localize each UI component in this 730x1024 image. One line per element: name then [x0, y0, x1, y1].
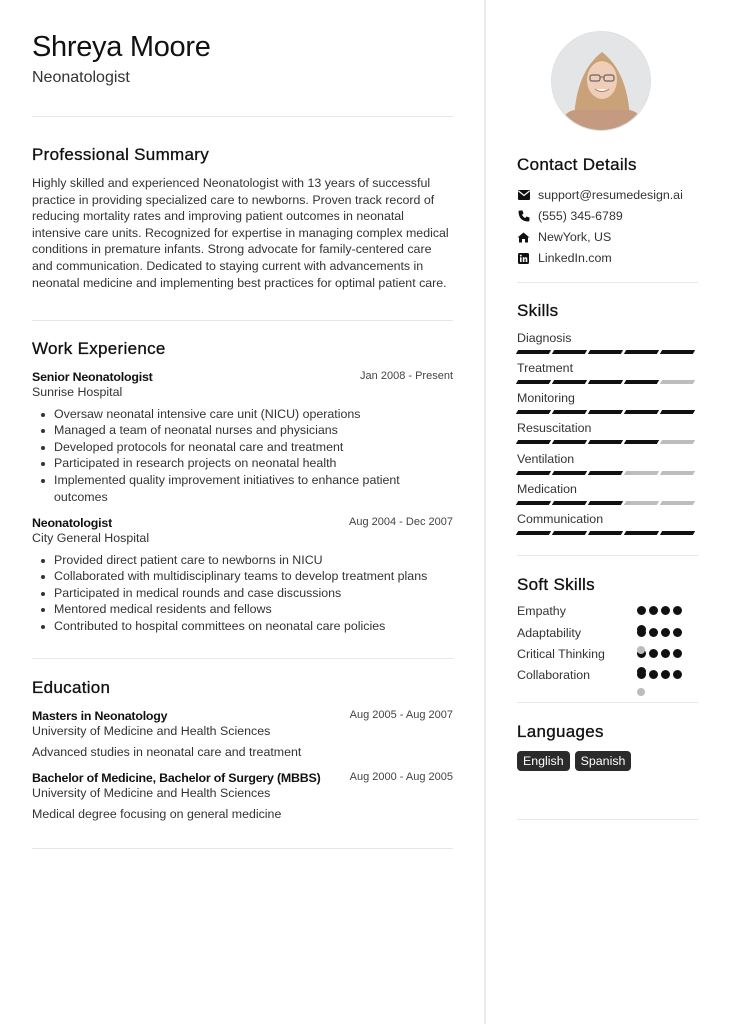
- bullet-item: Participated in research projects on neonatal health: [32, 455, 453, 472]
- divider: [32, 320, 453, 321]
- soft-skill-item: [517, 626, 698, 640]
- envelope-icon: [517, 189, 530, 202]
- bullet-item: Participated in medical rounds and case discussions: [32, 585, 453, 602]
- degree-title: Masters in Neonatology: [32, 709, 168, 723]
- rating-dot-artifact: [637, 625, 646, 634]
- bullet-item: Provided direct patient care to newborns in NICU: [32, 552, 453, 569]
- contact-location: [517, 230, 611, 244]
- contact-text: LinkedIn.com: [538, 251, 612, 265]
- skill-item: [517, 421, 698, 444]
- bullet-item: Developed protocols for neonatal care and treatment: [32, 439, 453, 456]
- skill-rating: [517, 350, 698, 354]
- job-date: Jan 2008 - Present: [360, 370, 453, 382]
- divider: [517, 702, 698, 703]
- soft-skills-title: Soft Skills: [517, 575, 595, 594]
- education-entry: [32, 771, 453, 821]
- job-bullets: [32, 552, 453, 635]
- divider: [517, 282, 698, 283]
- bullet-item: Collaborated with multidisciplinary teams to develop treatment plans: [32, 568, 453, 585]
- bullet-item: Implemented quality improvement initiatives to enhance patient outcomes: [32, 472, 453, 505]
- rating-dot-artifact: [637, 667, 646, 676]
- job-title: Senior Neonatologist: [32, 370, 153, 384]
- divider: [32, 116, 453, 117]
- education-date: Aug 2005 - Aug 2007: [349, 709, 453, 721]
- skill-rating: [517, 410, 698, 414]
- divider: [32, 658, 453, 659]
- skill-rating: [517, 501, 698, 505]
- contact-title: Contact Details: [517, 155, 637, 174]
- candidate-name: Shreya Moore: [32, 31, 211, 63]
- contact-linkedin[interactable]: [517, 251, 612, 265]
- contact-phone[interactable]: [517, 209, 623, 223]
- avatar: [551, 31, 651, 131]
- rating-dot-artifact: [637, 646, 645, 654]
- skill-rating: [517, 380, 698, 384]
- skill-label: Diagnosis: [517, 331, 572, 345]
- skill-item: [517, 361, 698, 384]
- home-icon: [517, 231, 530, 244]
- soft-skill-item: [517, 668, 698, 682]
- soft-skill-label: Empathy: [517, 604, 566, 618]
- bullet-item: Oversaw neonatal intensive care unit (NICU) operations: [32, 406, 453, 423]
- bullet-item: Managed a team of neonatal nurses and physicians: [32, 422, 453, 439]
- contact-email[interactable]: [517, 188, 683, 202]
- divider: [32, 848, 453, 849]
- soft-skill-label: Critical Thinking: [517, 647, 605, 661]
- language-chip: English: [517, 751, 570, 771]
- school-name: University of Medicine and Health Sciences: [32, 724, 271, 738]
- skill-item: [517, 331, 698, 354]
- soft-skill-label: Adaptability: [517, 626, 582, 640]
- skill-label: Treatment: [517, 361, 574, 375]
- summary-text: Highly skilled and experienced Neonatologist with 13 years of successful practice in providing specialized care to newborns. Proven track record of reducing mortality rates and improving patient outcomes in neonatal intensive care units. Recognized for expertise in managing complex medical conditions in premature infants. Strong advocate for family-centered care and communication. Dedicated to staying current with advancements in neonatal medicine and implementing best practices for optimal patient care.: [32, 176, 449, 290]
- bullet-item: Contributed to hospital committees on neonatal care policies: [32, 618, 453, 635]
- skill-rating: [517, 471, 698, 475]
- education-desc: Medical degree focusing on general medicine: [32, 806, 282, 821]
- education-entry: [32, 709, 453, 759]
- contact-text: support@resumedesign.ai: [538, 188, 683, 202]
- phone-icon: [517, 210, 530, 223]
- language-list: [517, 751, 631, 771]
- divider: [517, 819, 698, 820]
- soft-skill-label: Collaboration: [517, 668, 591, 682]
- languages-title: Languages: [517, 722, 604, 741]
- summary-title: Professional Summary: [32, 145, 210, 164]
- skill-item: [517, 482, 698, 505]
- skill-rating: [517, 440, 698, 444]
- education-desc: Advanced studies in neonatal care and treatment: [32, 744, 302, 759]
- job-date: Aug 2004 - Dec 2007: [349, 516, 453, 528]
- skill-item: [517, 391, 698, 414]
- job-entry: [32, 516, 453, 635]
- job-company: City General Hospital: [32, 531, 150, 545]
- skill-item: [517, 452, 698, 475]
- contact-text: (555) 345-6789: [538, 209, 623, 223]
- soft-skill-item: [517, 604, 698, 618]
- skill-label: Medication: [517, 482, 577, 496]
- school-name: University of Medicine and Health Sciences: [32, 786, 271, 800]
- job-company: Sunrise Hospital: [32, 385, 123, 399]
- job-entry: [32, 370, 453, 505]
- skill-rating: [517, 531, 698, 535]
- column-divider: [484, 0, 486, 1024]
- skill-label: Communication: [517, 512, 604, 526]
- job-bullets: [32, 406, 453, 506]
- skills-title: Skills: [517, 301, 559, 320]
- language-chip: Spanish: [575, 751, 632, 771]
- candidate-role: Neonatologist: [32, 69, 130, 86]
- linkedin-icon: [517, 252, 530, 265]
- rating-dot-artifact: [637, 688, 645, 696]
- skill-label: Ventilation: [517, 452, 575, 466]
- education-title: Education: [32, 678, 111, 697]
- job-title: Neonatologist: [32, 516, 113, 530]
- degree-title: Bachelor of Medicine, Bachelor of Surgery (MBBS): [32, 771, 321, 785]
- divider: [517, 555, 698, 556]
- education-date: Aug 2000 - Aug 2005: [349, 771, 453, 783]
- experience-title: Work Experience: [32, 339, 166, 358]
- bullet-item: Mentored medical residents and fellows: [32, 601, 453, 618]
- skill-label: Resuscitation: [517, 421, 592, 435]
- skill-label: Monitoring: [517, 391, 575, 405]
- skill-item: [517, 512, 698, 535]
- soft-skill-item: [517, 647, 698, 661]
- contact-text: NewYork, US: [538, 230, 612, 244]
- soft-skill-rating: [637, 606, 682, 615]
